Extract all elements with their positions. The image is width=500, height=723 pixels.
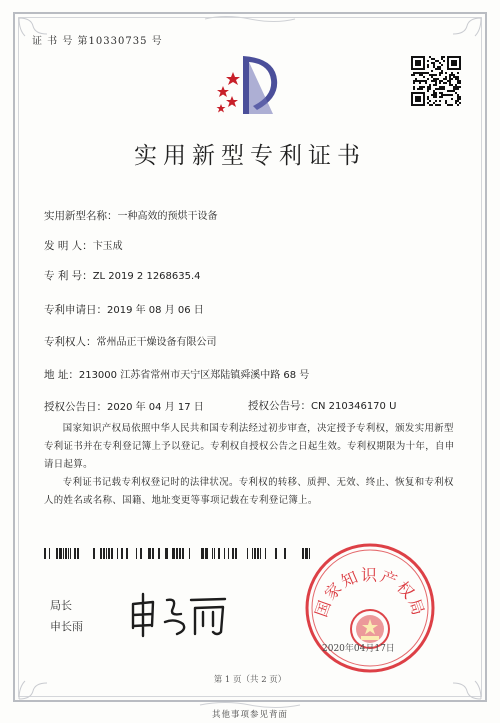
body-text	[44, 420, 458, 510]
field-patent-no-label: 专 利 号：	[44, 270, 93, 282]
field-grant-no-value: CN 210346170 U	[311, 401, 397, 412]
field-inventor-value: 卞玉成	[92, 241, 123, 252]
field-patentee	[44, 333, 217, 349]
cnipa-logo	[213, 52, 285, 118]
field-name-value: 一种高效的预烘干设备	[117, 211, 218, 222]
field-address	[44, 366, 309, 382]
page-number: 第 1 页（共 2 页）	[213, 675, 287, 685]
field-filing-date	[44, 301, 204, 317]
field-patentee-label: 专利权人：	[44, 336, 97, 348]
field-filing-date-value: 2019 年 08 月 06 日	[107, 305, 204, 316]
field-grant-no	[248, 398, 396, 413]
field-address-label: 地 址：	[44, 369, 79, 381]
field-inventor-label: 发 明 人：	[44, 240, 93, 252]
ornament-top-center	[200, 14, 300, 24]
field-patent-no	[44, 268, 201, 283]
field-grant-date-value: 2020 年 04 月 17 日	[107, 402, 204, 413]
field-grant-date	[44, 398, 204, 414]
barcode	[44, 548, 310, 559]
field-patent-no-value: ZL 2019 2 1268635.4	[92, 271, 201, 282]
signature-name: 申长雨	[50, 620, 83, 633]
field-filing-date-label: 专利申请日：	[44, 304, 107, 316]
seal-date: 2020年04月17日	[322, 644, 395, 654]
seal-text: 国家知识产权局	[311, 565, 429, 620]
svg-text:国家知识产权局	[311, 565, 428, 619]
document-title: 实用新型专利证书	[134, 143, 366, 169]
paragraph-2: 专利证书记载专利权登记时的法律状况。专利权的转移、质押、无效、终止、恢复和专利权人的姓名或名称、国籍、地址变更等事项记载在专利登记簿上。	[44, 477, 454, 506]
ornament-top-right	[447, 16, 483, 42]
bottom-note: 其他事项参见背面	[211, 710, 288, 720]
signature-title: 局长	[50, 599, 72, 612]
field-grant-date-label: 授权公告日：	[44, 401, 107, 413]
certificate-number: 证 书 号 第10330735 号	[32, 36, 163, 47]
official-seal	[303, 541, 437, 675]
field-inventor	[44, 237, 123, 253]
field-name-label: 实用新型名称：	[44, 210, 118, 222]
field-patentee-value: 常州品正干燥设备有限公司	[96, 337, 217, 348]
field-address-value: 213000 江苏省常州市天宁区郑陆镇舜溪中路 68 号	[78, 370, 310, 381]
paragraph-1: 国家知识产权局依照中华人民共和国专利法经过初步审查，决定授予专利权，颁发实用新型专利证书并在专利登记簿上予以登记。专利权自授权公告之日起生效。专利权期限为十年，自申请日起算。	[44, 423, 455, 470]
qr-code	[411, 56, 461, 106]
field-grant-no-label: 授权公告号：	[248, 400, 311, 412]
handwritten-signature	[125, 590, 230, 640]
field-name	[44, 207, 218, 223]
